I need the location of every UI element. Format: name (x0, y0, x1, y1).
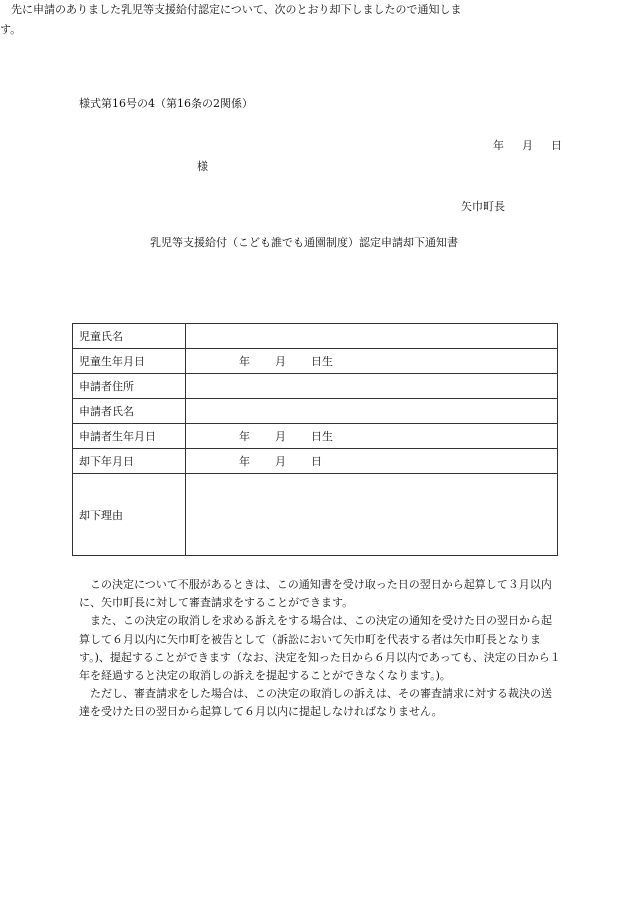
note-paragraph: また、この決定の取消しを求める訴えをする場合は、この決定の通知を受けた日の翌日から起算して６月以内に矢巾町を被告として（訴訟において矢巾町を代表する者は矢巾町長となります。)、提起することができます（なお、決定を知った日から６月以内であっても、決定の日から１年を経過すると決定の取消しの訴えを提起することができなくなります。)。 (79, 614, 561, 683)
row-value (186, 324, 558, 349)
date-line (493, 140, 562, 151)
row-label: 申請者生年月日 (73, 424, 186, 449)
row-label: 却下年月日 (73, 449, 186, 474)
table-row (73, 324, 558, 349)
row-value (186, 474, 558, 556)
table-row (73, 449, 558, 474)
table-row (73, 374, 558, 399)
note-paragraph: この決定について不服があるときは、この通知書を受け取った日の翌日から起算して３月以内に、矢巾町長に対して審査請求をすることができます。 (79, 578, 552, 610)
row-label: 申請者住所 (73, 374, 186, 399)
table-row (73, 424, 558, 449)
row-value (186, 449, 558, 474)
date-month: 月 (522, 139, 533, 152)
year-label: 年 (239, 430, 250, 443)
year-label: 年 (239, 455, 250, 468)
month-label: 月 (275, 455, 286, 468)
table-row (73, 399, 558, 424)
month-label: 月 (275, 355, 286, 368)
month-label: 月 (275, 430, 286, 443)
intro-paragraph: 先に申請のありました乳児等支援給付認定について、次のとおり却下しましたので通知します。 (0, 3, 462, 36)
document-title: 乳児等支援給付（こども誰でも通園制度）認定申請却下通知書 (150, 236, 458, 249)
date-year: 年 (493, 139, 504, 152)
note-paragraph: ただし、審査請求をした場合は、この決定の取消しの訴えは、その審査請求に対する裁決の送達を受けた日の翌日から起算して６月以内に提起しなければなりません。 (79, 687, 552, 719)
row-label: 児童氏名 (73, 324, 186, 349)
day-label: 日生 (311, 355, 333, 368)
row-value (186, 399, 558, 424)
notes-section (79, 576, 561, 722)
row-label: 児童生年月日 (73, 349, 186, 374)
row-label: 申請者氏名 (73, 399, 186, 424)
day-label: 日生 (311, 430, 333, 443)
day-label: 日 (311, 455, 322, 468)
row-value (186, 349, 558, 374)
year-label: 年 (239, 355, 250, 368)
addressee: 様 (197, 160, 208, 173)
date-day: 日 (551, 139, 562, 152)
info-table (72, 323, 558, 556)
row-label: 却下理由 (73, 474, 186, 556)
row-value (186, 374, 558, 399)
issuer: 矢巾町長 (461, 200, 505, 213)
table-row (73, 349, 558, 374)
table-row (73, 474, 558, 556)
form-number: 様式第16号の4（第16条の2関係） (79, 97, 253, 110)
row-value (186, 424, 558, 449)
